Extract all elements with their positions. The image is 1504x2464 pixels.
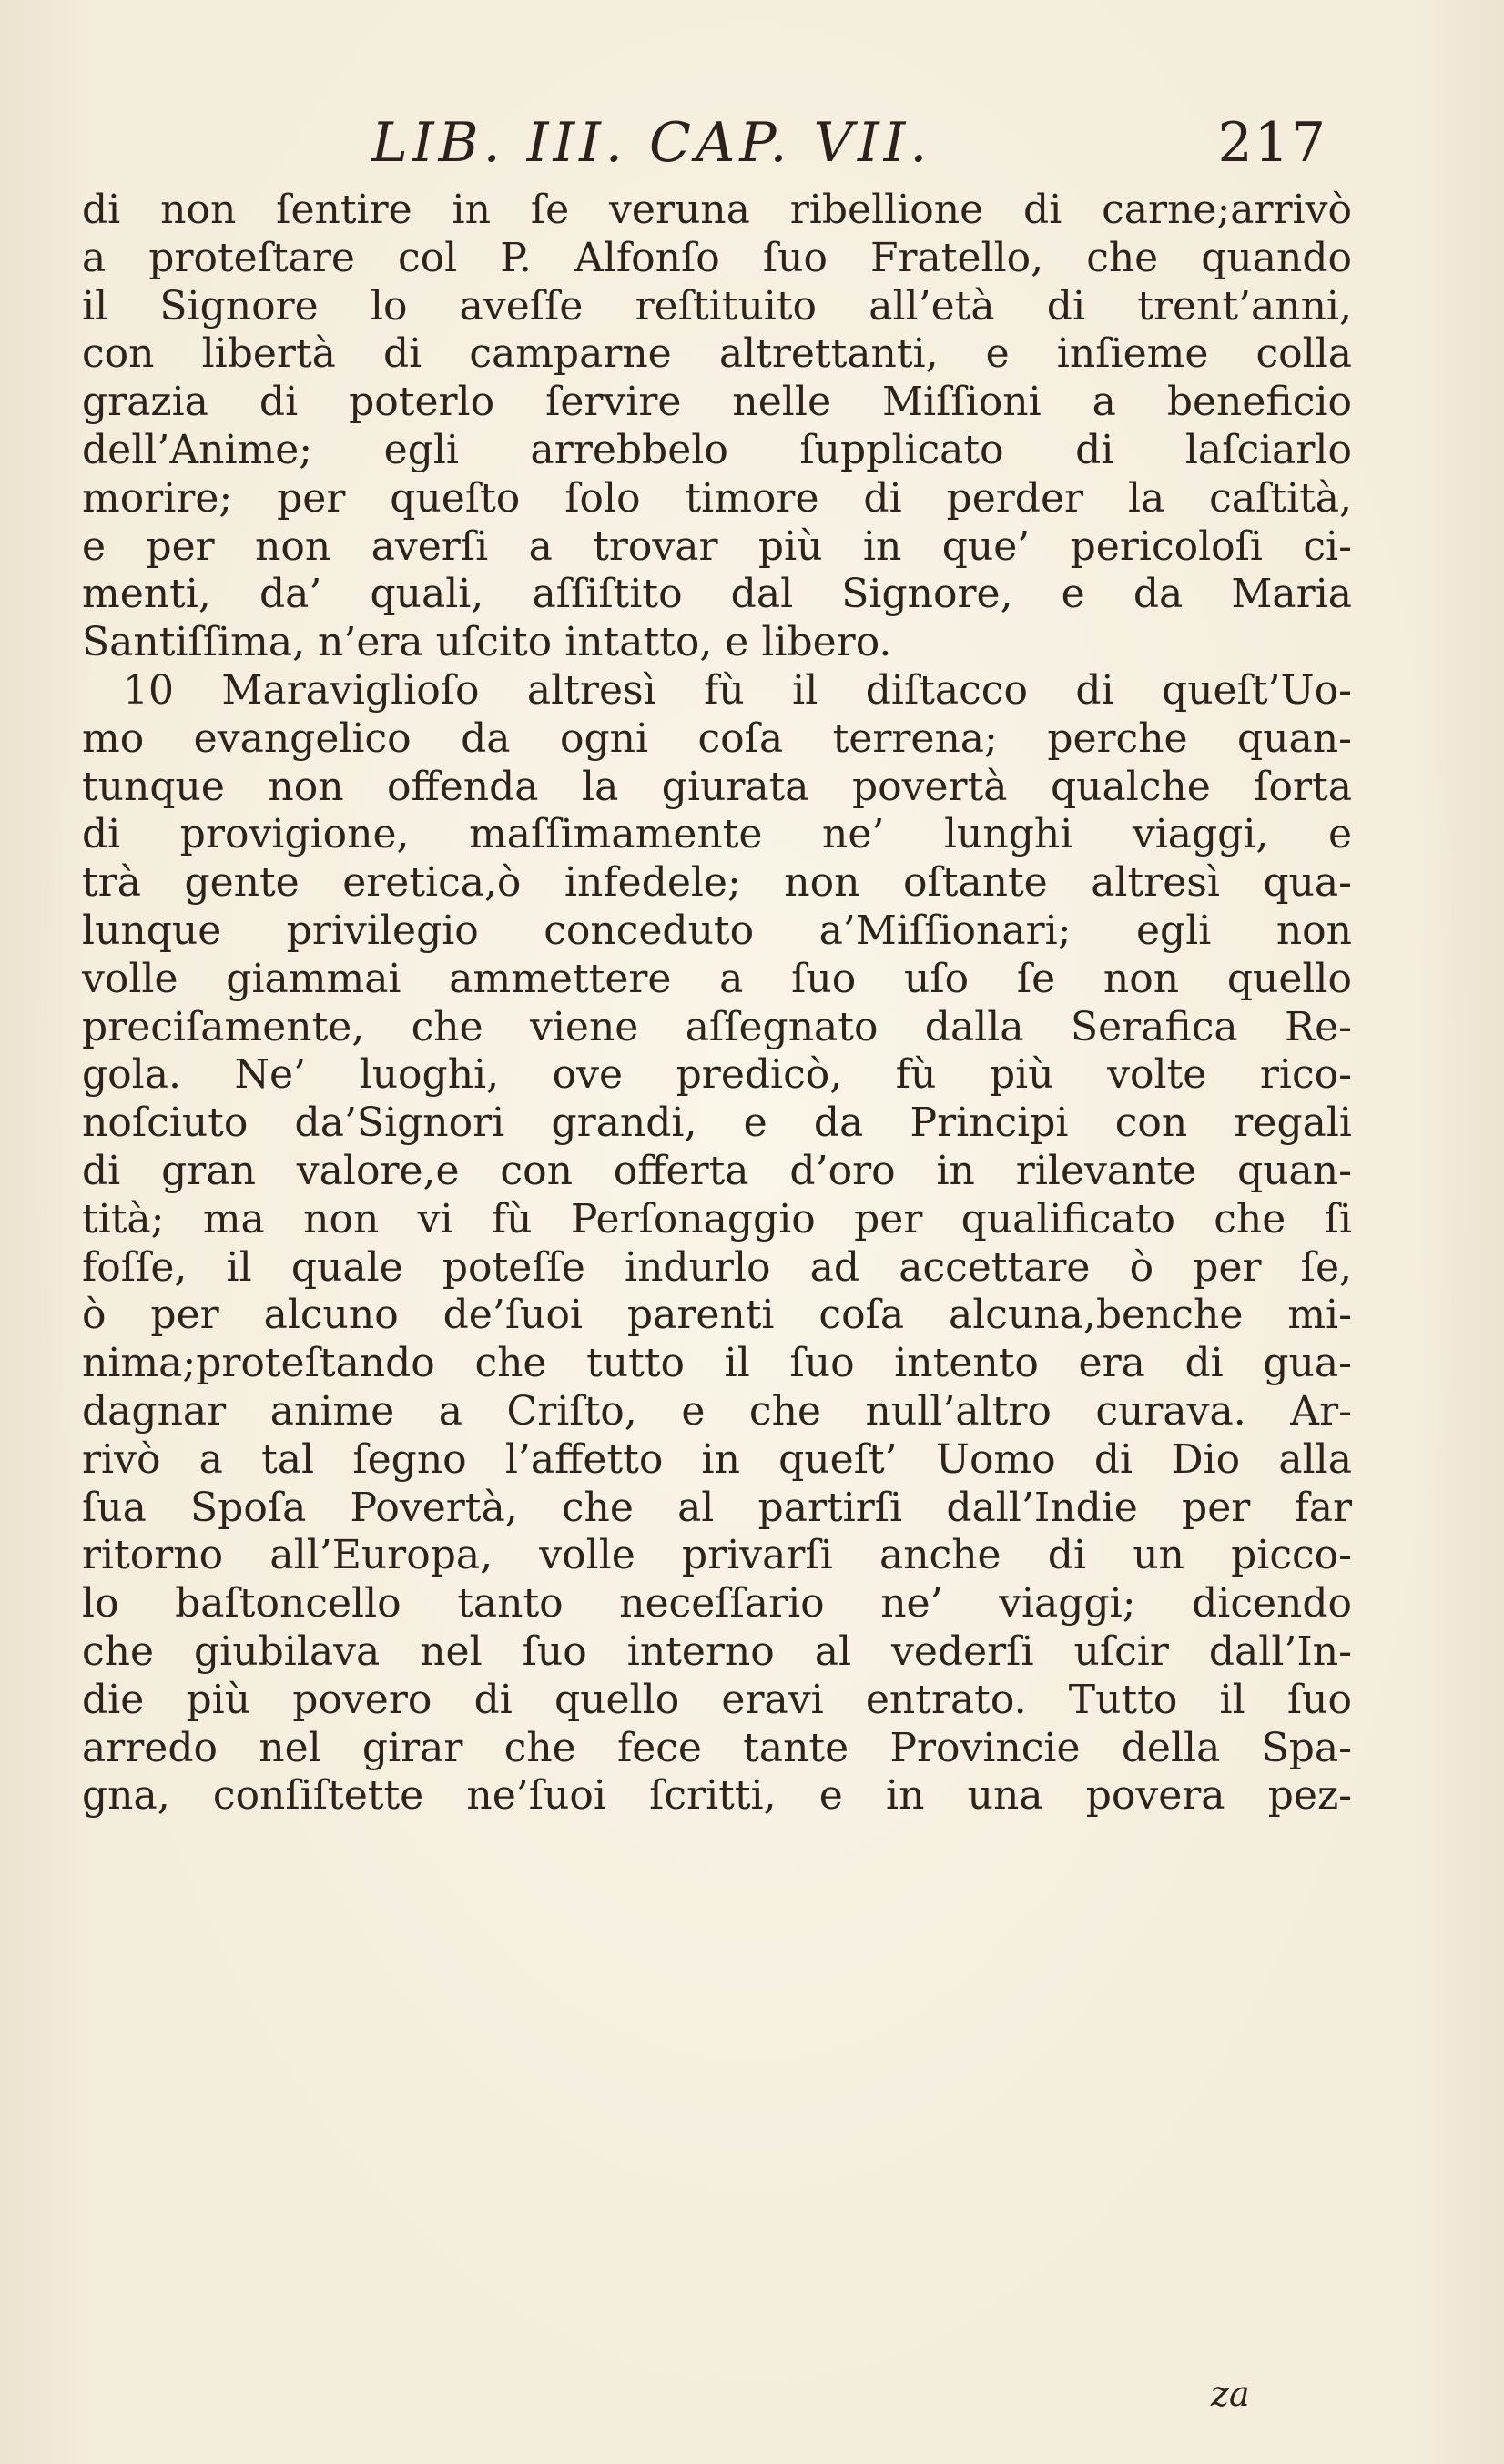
text-line: ſua Spoſa Povertà, che al partirſi dall’Indie per far: [82, 1484, 1352, 1531]
text-line: lunque privilegio conceduto a’Miſſionari; egli non: [82, 907, 1352, 954]
text-line: mo evangelico da ogni coſa terrena; perche quan-: [82, 715, 1352, 762]
text-line: dagnar anime a Criſto, e che null’altro curava. Ar-: [82, 1387, 1352, 1435]
text-line: trà gente eretica,ò infedele; non oſtante altresì qua-: [82, 859, 1352, 907]
text-line: tunque non offenda la giurata povertà qualche ſorta: [82, 763, 1352, 810]
catchword: za: [1211, 2374, 1250, 2414]
running-head: LIB. III. CAP. VII.: [371, 111, 932, 175]
text-line: Santiſſima, n’era uſcito intatto, e libero.: [82, 619, 892, 666]
page-number: 217: [1217, 111, 1327, 175]
text-line: di provigione, maſſimamente ne’ lunghi viaggi, e: [82, 811, 1352, 858]
text-line: a proteſtare col P. Alfonſo ſuo Fratello, che quando: [82, 234, 1352, 281]
text-line: grazia di poterlo ſervire nelle Miſſioni a beneficio: [82, 379, 1352, 426]
text-line: die più povero di quello eravi entrato. Tutto il ſuo: [82, 1676, 1352, 1723]
text-line: e per non averſi a trovar più in que’ pericoloſi ci-: [82, 522, 1352, 570]
text-line: ò per alcuno de’ſuoi parenti coſa alcuna,benche mi-: [82, 1292, 1352, 1339]
text-line: tità; ma non vi fù Perſonaggio per qualificato che ſi: [82, 1195, 1352, 1242]
text-line: gola. Ne’ luoghi, ove predicò, fù più volte rico-: [82, 1051, 1352, 1099]
text-line: nima;proteſtando che tutto il ſuo intento era di gua-: [82, 1340, 1352, 1387]
text-line: il Signore lo aveſſe reſtituito all’età di trent’anni,: [82, 282, 1352, 330]
text-line: noſciuto da’Signori grandi, e da Principi con regali: [82, 1100, 1352, 1147]
text-line: di non ſentire in ſe veruna ribellione di carne;arrivò: [82, 187, 1352, 233]
text-line: volle giammai ammettere a ſuo uſo ſe non quello: [82, 955, 1352, 1002]
paragraph-start-line: 10 Maraviglioſo altresì fù il diſtacco di queſt’Uo-: [123, 666, 1352, 714]
text-line: gna, conſiſtette ne’ſuoi ſcritti, e in una povera pez-: [82, 1772, 1352, 1820]
text-line: morire; per queſto ſolo timore di perder la caſtità,: [82, 474, 1352, 522]
text-line: lo baſtoncello tanto neceſſario ne’ viaggi; dicendo: [82, 1580, 1352, 1627]
text-line: arredo nel girar che fece tante Provincie della Spa-: [82, 1724, 1352, 1771]
text-line: di gran valore,e con offerta d’oro in rilevante quan-: [82, 1147, 1352, 1194]
text-line: preciſamente, che viene aſſegnato dalla Serafica Re-: [82, 1003, 1352, 1050]
text-line: con libertà di camparne altrettanti, e inſieme colla: [82, 330, 1352, 378]
text-line: ritorno all’Europa, volle privarſi anche di un picco-: [82, 1532, 1352, 1579]
text-line: foſſe, il quale poteſſe indurlo ad accettare ò per ſe,: [82, 1243, 1352, 1291]
text-line: menti, da’ quali, aſſiſtito dal Signore, e da Maria: [82, 571, 1352, 618]
text-line: rivò a tal ſegno l’affetto in queſt’ Uomo di Dio alla: [82, 1435, 1352, 1483]
text-line: che giubilava nel ſuo interno al vederſi uſcir dall’In-: [82, 1627, 1352, 1675]
body-text: [82, 187, 1352, 1820]
text-line: dell’Anime; egli arrebbelo ſupplicato di laſciarlo: [82, 426, 1352, 473]
page-header: [353, 107, 1327, 180]
